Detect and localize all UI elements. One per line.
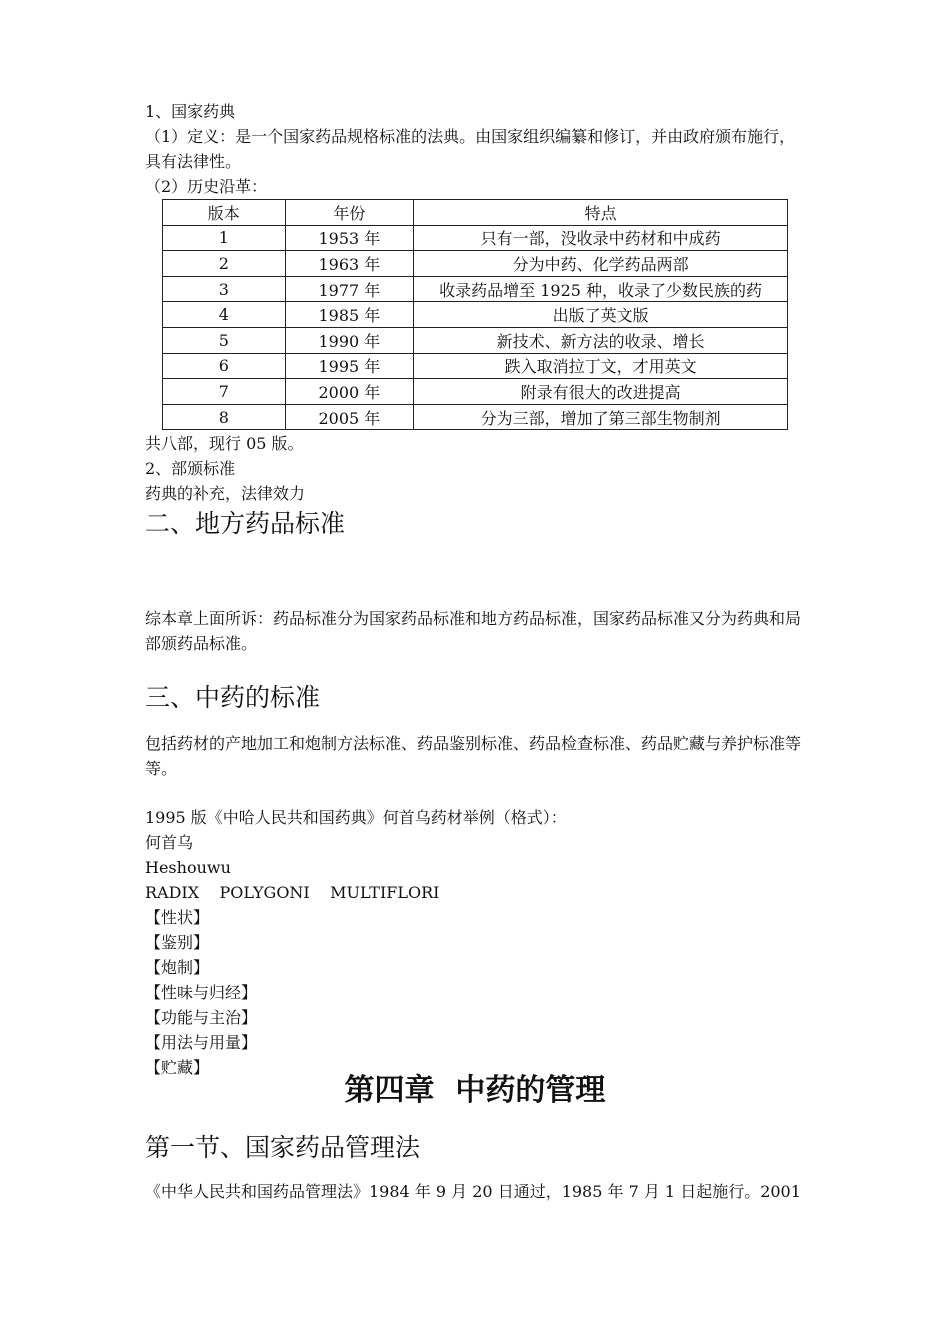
cell-edition: 4: [163, 302, 286, 328]
table-row: [163, 404, 788, 430]
cell-features: 分为三部，增加了第三部生物制剂: [414, 404, 788, 430]
chapter-title: 第四章 中药的管理: [344, 1073, 606, 1108]
table-row: [163, 225, 788, 251]
cell-year: 1990 年: [285, 327, 414, 353]
cell-features: 出版了英文版: [414, 302, 788, 328]
table-row: [163, 379, 788, 405]
section-1-title: 1、国家药典: [145, 102, 236, 121]
example-item: 【性状】: [145, 908, 210, 927]
header-features: 特点: [414, 200, 788, 226]
example-intro: 1995 版《中哈人民共和国药典》何首乌药材举例（格式）：: [145, 808, 567, 827]
cell-edition: 2: [163, 251, 286, 277]
cell-edition: 1: [163, 225, 286, 251]
cell-features: 新技术、新方法的收录、增长: [414, 327, 788, 353]
example-name-latin: RADIX POLYGONI MULTIFLORI: [145, 883, 440, 902]
heading-tcm-standards: 三、中药的标准: [145, 683, 321, 712]
example-item: 【性味与归经】: [145, 983, 258, 1002]
example-item: 【鉴别】: [145, 933, 210, 952]
table-header-row: [163, 200, 788, 226]
cell-edition: 5: [163, 327, 286, 353]
heading-local-standards: 二、地方药品标准: [145, 509, 346, 538]
cell-edition: 8: [163, 404, 286, 430]
cell-features: 只有一部，没收录中药材和中成药: [414, 225, 788, 251]
cell-features: 附录有很大的改进提高: [414, 379, 788, 405]
section-title: 第一节、国家药品管理法: [145, 1133, 421, 1162]
example-item: 【功能与主治】: [145, 1008, 258, 1027]
table-footnote: 共八部，现行 05 版。: [145, 434, 304, 453]
summary-paragraph: 综本章上面所诉：药品标准分为国家药品标准和地方药品标准，国家药品标准又分为药典和局部颁药品标准。: [145, 609, 802, 653]
section-2-title: 2、部颁标准: [145, 459, 236, 478]
cell-year: 1977 年: [285, 276, 414, 302]
cell-year: 1963 年: [285, 251, 414, 277]
definition-paragraph: （1）定义：是一个国家药品规格标准的法典。由国家组织编纂和修订，并由政府颁布施行，具有法律性。: [145, 127, 796, 171]
header-edition: 版本: [163, 200, 286, 226]
cell-year: 1995 年: [285, 353, 414, 379]
table-row: [163, 327, 788, 353]
cell-edition: 7: [163, 379, 286, 405]
table-row: [163, 353, 788, 379]
cell-year: 2005 年: [285, 404, 414, 430]
example-item: 【炮制】: [145, 958, 210, 977]
example-name-pinyin: Heshouwu: [145, 858, 231, 877]
cell-features: 跌入取消拉丁文，才用英文: [414, 353, 788, 379]
cell-edition: 3: [163, 276, 286, 302]
table-row: [163, 276, 788, 302]
example-name-cn: 何首乌: [145, 833, 194, 852]
cell-year: 1953 年: [285, 225, 414, 251]
table-row: [163, 251, 788, 277]
cell-year: 1985 年: [285, 302, 414, 328]
header-year: 年份: [285, 200, 414, 226]
cell-edition: 6: [163, 353, 286, 379]
section-2-text: 药典的补充，法律效力: [145, 484, 306, 503]
example-item: 【用法与用量】: [145, 1033, 258, 1052]
cell-year: 2000 年: [285, 379, 414, 405]
tcm-paragraph: 包括药材的产地加工和炮制方法标准、药品鉴别标准、药品检查标准、药品贮藏与养护标准等等。: [145, 734, 802, 778]
table-row: [163, 302, 788, 328]
history-label: （2）历史沿革：: [145, 177, 268, 196]
cell-features: 分为中药、化学药品两部: [414, 251, 788, 277]
closing-line: 《中华人民共和国药品管理法》1984 年 9 月 20 日通过，1985 年 7 月 1 日起施行。2001: [145, 1182, 801, 1201]
example-item: 【贮藏】: [145, 1058, 210, 1077]
pharmacopoeia-history-table: [162, 199, 788, 430]
cell-features: 收录药品增至 1925 种，收录了少数民族的药: [414, 276, 788, 302]
